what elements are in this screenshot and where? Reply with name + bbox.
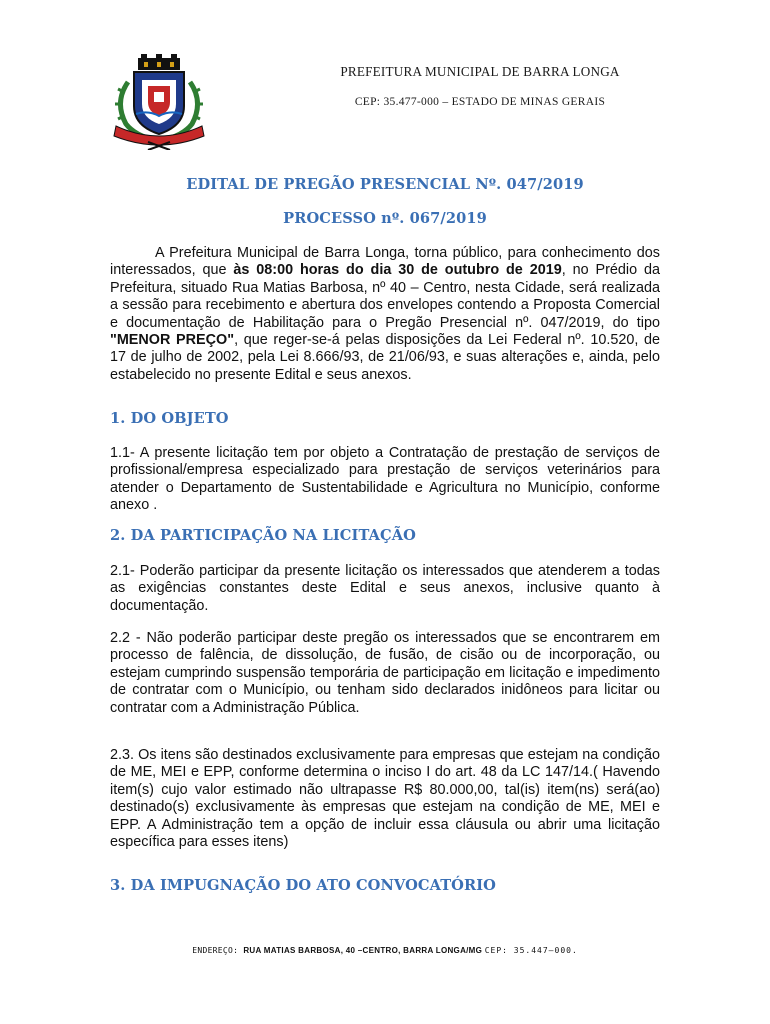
header-municipality: PREFEITURA MUNICIPAL DE BARRA LONGA (340, 64, 620, 79)
intro-bold-type: "MENOR PREÇO" (110, 332, 235, 349)
page-footer (0, 946, 770, 955)
intro-text-1: A Prefeitura Municipal de Barra Longa, torna público, para conhecimento dos interessados, que (110, 245, 660, 279)
section-1-heading: 1. DO OBJETO (110, 410, 229, 427)
section-2-heading: 2. DA PARTICIPAÇÃO NA LICITAÇÃO (110, 527, 416, 544)
section-1-paragraph-1: 1.1- A presente licitação tem por objeto a Contratação de prestação de serviços de profissional/empresa especializado para prestação de serviços veterinários para atender o Departamento de Sustentabilidade e Agricultura no Município, conforme anexo . (110, 445, 660, 514)
section-2-paragraph-2: 2.2 - Não poderão participar deste pregão os interessados que se encontrarem em processo de falência, de dissolução, de fusão, de cisão ou de incorporação, ou estejam cumprindo suspensão temporária de participação em licitação e impedimento de contratar com o Município, ou tenham sido declarados inidôneos para licitar ou contratar com a Administração Pública. (110, 630, 660, 716)
intro-text-3: , que reger-se-á pelas disposições da Lei Federal nº. 10.520, de 17 de julho de 2002, pela Lei 8.666/93, de 21/06/93, e suas alterações e, ainda, pelo estabelecido no presente Edital e seus anexos. (110, 332, 661, 383)
intro-text-2: , no Prédio da Prefeitura, situado Rua Matias Barbosa, nº 40 – Centro, nesta Cidade, será realizada a sessão para recebimento e abertura dos envelopes contendo a Proposta Comercial e documentação de Habilitação para o Pregão Presencial nº. 047/2019, do tipo (110, 262, 660, 331)
footer-cep: CEP: 35.447–000. (484, 946, 578, 955)
intro-paragraph (110, 245, 660, 384)
header-cep-state: CEP: 35.477-000 – ESTADO DE MINAS GERAIS (354, 96, 606, 108)
processo-title: PROCESSO nº. 067/2019 (283, 210, 487, 227)
footer-label: ENDEREÇO: (192, 946, 239, 955)
section-2-paragraph-1: 2.1- Poderão participar da presente licitação os interessados que atenderem a todas as exigências constantes deste Edital e seus anexos, inclusive quanto à documentação. (110, 563, 660, 614)
section-3-heading: 3. DA IMPUGNAÇÃO DO ATO CONVOCATÓRIO (110, 877, 496, 894)
municipal-crest-icon (108, 52, 210, 150)
footer-address: RUA MATIAS BARBOSA, 40 –CENTRO, BARRA LONGA/MG (243, 946, 483, 955)
section-2-paragraph-3: 2.3. Os itens são destinados exclusivamente para empresas que estejam na condição de ME, MEI e EPP, conforme determina o inciso I do art. 48 da LC 147/14.( Havendo item(s) cujo valor estimado não ultrapasse R$ 80.000,00, tal(is) item(ns) será(ao) destinado(s) exclusivamente às empresas que estejam na condição de ME, MEI e EPP. A Administração tem a opção de incluir essa cláusula ou abrir uma licitação específica para esses itens) (110, 747, 660, 851)
intro-bold-time: às 08:00 horas do dia 30 de outubro de 2019 (233, 262, 562, 279)
edital-title: EDITAL DE PREGÃO PRESENCIAL Nº. 047/2019 (186, 176, 584, 193)
